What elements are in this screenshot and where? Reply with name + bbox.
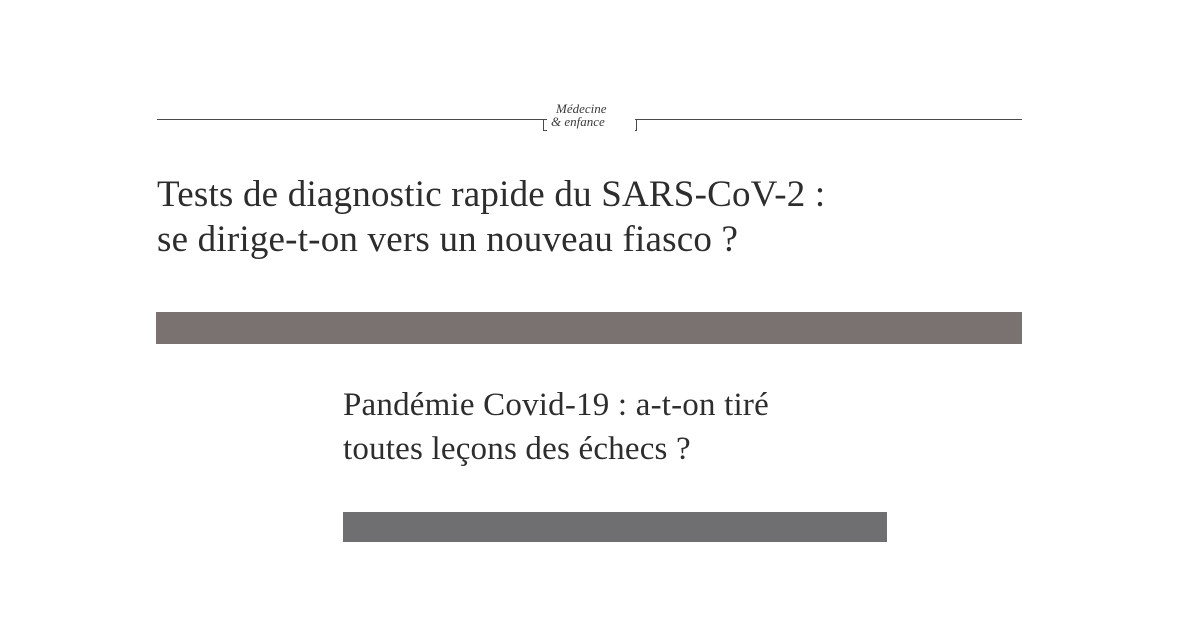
logo-line-2: & enfance bbox=[551, 114, 605, 129]
article-1-title-line-2: se dirige-t-on vers un nouveau fiasco ? bbox=[157, 219, 739, 260]
article-1-title bbox=[157, 172, 1017, 262]
journal-logo bbox=[547, 97, 635, 133]
article-1-color-bar bbox=[156, 312, 1022, 344]
article-1-title-line-1: Tests de diagnostic rapide du SARS-CoV-2 : bbox=[157, 174, 826, 215]
article-2-title-line-2: toutes leçons des échecs ? bbox=[343, 431, 691, 467]
article-2-title bbox=[343, 383, 903, 471]
article-2-color-bar bbox=[343, 512, 887, 542]
logo-line-1: Médecine bbox=[556, 101, 607, 116]
article-2-title-line-1: Pandémie Covid-19 : a-t-on tiré bbox=[343, 387, 769, 423]
